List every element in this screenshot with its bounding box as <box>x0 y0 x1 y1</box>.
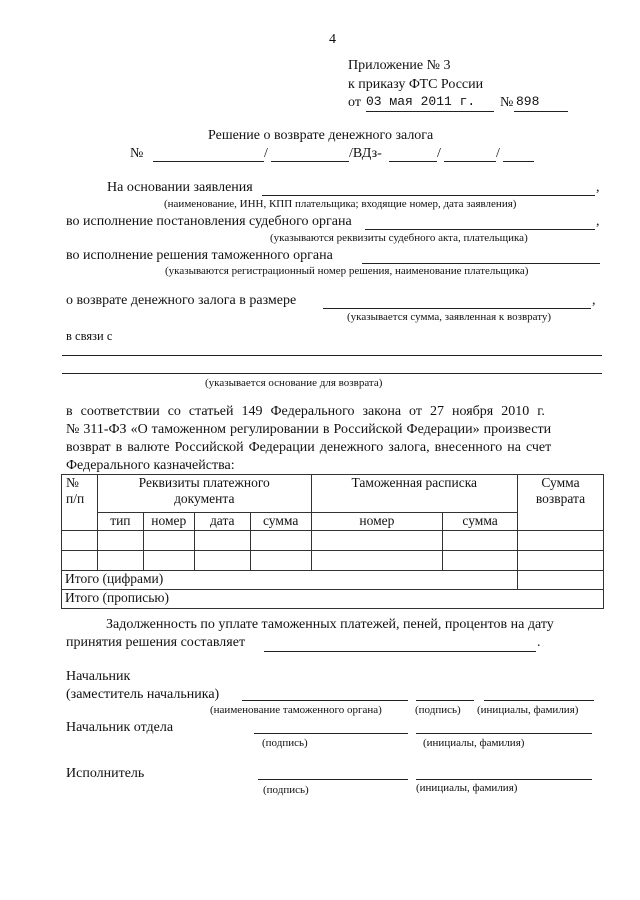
reason-field-line-1[interactable] <box>62 355 602 356</box>
total-digits-label: Итого (цифрами) <box>62 571 518 590</box>
cell[interactable] <box>443 551 518 571</box>
department-name-hint: (инициалы, фамилия) <box>423 737 525 749</box>
page-number: 4 <box>329 32 336 47</box>
amount-field[interactable] <box>323 308 591 309</box>
customs-decision-hint: (указываются регистрационный номер решения, наименование плательщика) <box>165 265 529 277</box>
reason-field-line-2[interactable] <box>62 373 602 374</box>
court-label: во исполнение постановления судебного органа <box>66 214 352 229</box>
comma: , <box>592 293 596 308</box>
separator: / <box>437 146 441 161</box>
customs-decision-field[interactable] <box>362 263 600 264</box>
reason-hint: (указывается основание для возврата) <box>205 377 383 389</box>
decision-number-field-5[interactable] <box>503 161 534 162</box>
cell[interactable] <box>143 551 194 571</box>
separator: / <box>496 146 500 161</box>
customs-decision-label: во исполнение решения таможенного органа <box>66 248 333 263</box>
chief-signature-hint: (подпись) <box>415 704 461 716</box>
decision-number-field-2[interactable] <box>271 161 349 162</box>
subheader-receipt-number: номер <box>311 513 443 531</box>
number-underline <box>514 111 568 112</box>
cell[interactable] <box>250 531 311 551</box>
chief-name-hint: (инициалы, фамилия) <box>477 704 579 716</box>
order-date: 03 мая 2011 г. <box>366 94 476 109</box>
application-hint: (наименование, ИНН, КПП плательщика; входящие номер, дата заявления) <box>164 198 517 210</box>
department-signature-hint: (подпись) <box>262 737 308 749</box>
table-row <box>62 551 604 571</box>
decision-number-prefix: № <box>130 146 144 161</box>
subheader-number: номер <box>143 513 194 531</box>
chief-signature-field[interactable] <box>416 700 474 701</box>
executor-name-hint: (инициалы, фамилия) <box>416 782 518 794</box>
department-chief-label: Начальник отдела <box>66 720 174 735</box>
amount-label: о возврате денежного залога в размере <box>66 293 297 308</box>
subheader-receipt-sum: сумма <box>443 513 518 531</box>
table-row <box>62 531 604 551</box>
header-customs-receipt: Таможенная расписка <box>311 475 517 513</box>
cell[interactable] <box>518 531 604 551</box>
body-line-4: Федерального казначейства: <box>66 458 235 473</box>
cell[interactable] <box>311 531 443 551</box>
period: . <box>537 635 541 650</box>
header-return-sum: Сумма возврата <box>518 475 604 531</box>
vdz-separator: /ВДз- <box>349 146 382 161</box>
decision-number-field-1[interactable] <box>153 161 264 162</box>
deputy-label: (заместитель начальника) <box>66 687 220 702</box>
body-line-3: возврат в валюте Российской Федерации денежного залога, внесенного на счет <box>66 440 552 455</box>
body-line-2: № 311-ФЗ «О таможенном регулировании в Российской Федерации» произвести <box>66 422 552 437</box>
comma: , <box>596 214 600 229</box>
reason-label: в связи с <box>66 329 113 343</box>
order-number: 898 <box>516 94 540 109</box>
subheader-type: тип <box>97 513 143 531</box>
cell[interactable] <box>443 531 518 551</box>
cell[interactable] <box>194 531 250 551</box>
chief-label: Начальник <box>66 669 131 684</box>
subheader-date: дата <box>194 513 250 531</box>
chief-org-field[interactable] <box>242 700 408 701</box>
cell[interactable] <box>311 551 443 571</box>
cell[interactable] <box>194 551 250 571</box>
application-field[interactable] <box>262 195 595 196</box>
cell[interactable] <box>97 531 143 551</box>
date-underline <box>366 111 494 112</box>
decision-number-field-3[interactable] <box>389 161 437 162</box>
cell[interactable] <box>250 551 311 571</box>
comma: , <box>596 180 600 195</box>
cell[interactable] <box>62 531 98 551</box>
department-name-field[interactable] <box>416 733 592 734</box>
cell[interactable] <box>143 531 194 551</box>
court-hint: (указываются реквизиты судебного акта, плательщика) <box>270 232 528 244</box>
executor-name-field[interactable] <box>416 779 592 780</box>
order-reference: к приказу ФТС России <box>348 77 484 92</box>
date-prefix: от <box>348 95 361 110</box>
decision-number-field-4[interactable] <box>444 161 496 162</box>
header-row-number: № п/п <box>62 475 98 531</box>
payment-table <box>61 474 604 609</box>
subheader-sum: сумма <box>250 513 311 531</box>
application-label: На основании заявления <box>107 180 253 195</box>
total-words-label: Итого (прописью) <box>62 590 604 609</box>
executor-signature-field[interactable] <box>258 779 408 780</box>
debt-line-1: Задолженность по уплате таможенных платежей, пеней, процентов на дату <box>106 617 554 632</box>
cell[interactable] <box>62 551 98 571</box>
header-payment-document: Реквизиты платежного документа <box>97 475 311 513</box>
body-line-1: в соответствии со статьей 149 Федерального закона от 27 ноября 2010 г. <box>66 404 545 419</box>
debt-amount-field[interactable] <box>264 651 536 652</box>
debt-line-2: принятия решения составляет <box>66 635 246 650</box>
appendix-label: Приложение № 3 <box>348 58 451 73</box>
separator: / <box>264 146 268 161</box>
department-signature-field[interactable] <box>254 733 408 734</box>
total-digits-value[interactable] <box>518 571 604 590</box>
amount-hint: (указывается сумма, заявленная к возврату) <box>347 311 552 323</box>
document-title: Решение о возврате денежного залога <box>208 128 434 143</box>
cell[interactable] <box>97 551 143 571</box>
executor-signature-hint: (подпись) <box>263 784 309 796</box>
executor-label: Исполнитель <box>66 766 145 781</box>
cell[interactable] <box>518 551 604 571</box>
chief-org-hint: (наименование таможенного органа) <box>210 704 382 716</box>
court-field[interactable] <box>365 229 595 230</box>
chief-name-field[interactable] <box>484 700 594 701</box>
number-prefix: № <box>500 95 514 110</box>
